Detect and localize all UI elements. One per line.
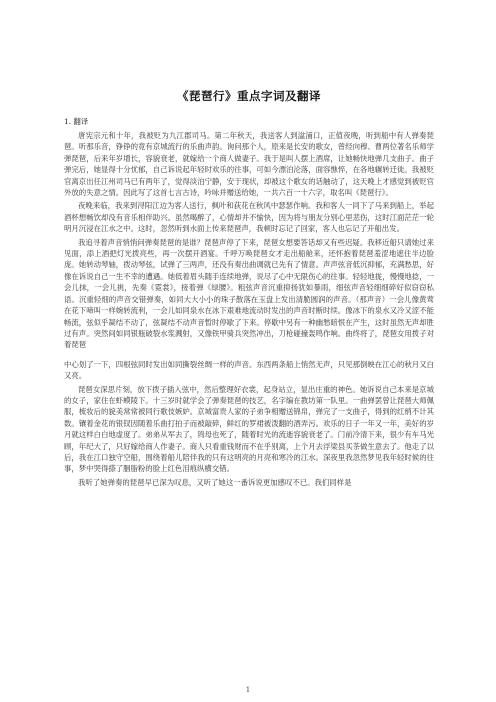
paragraph-ending: 中心划了一下，四根弦同时发出如同撕裂丝绸一样的声音。东西两条船上悄然无声，只见那倒映在江心的秋月又白又亮。	[64, 359, 434, 381]
paragraph-sigh: 我听了她弹奏的琵琶早已深为叹息，又听了她这一番诉说更加感叹不已。我们同样是	[78, 477, 352, 487]
paragraph-story: 琵琶女深思片刻，放下拨子插入弦中，然后整理好衣裳，起身站立，显出庄重的神色。她诉说自己本来是京城的女子，家住在虾蟆陵下。十三岁时就学会了弹奏琵琶的技艺，名字编在教坊第一队里。一曲弹罢曾让琵琶大师佩服，梳妆后的貌美常常被同行歌伎嫉妒。京城富贵人家的子弟争相赠送锦帛，弹完了一支曲子，得到的红绡不计其数。镶着金花的银钗因随着乐曲打拍子而被敲碎，鲜红的罗裙被泼翻的酒弄污。欢乐的日子一年又一年，美好的岁月就这样白白地虚度了。弟弟从军去了，鸨母也死了，随着时光的流逝容貌衰老了。门前冷清下来，很少有车马光顾，年纪大了，只好嫁给商人作妻子。商人只看重钱财而不在乎别离，上个月去浮梁县买茶做生意去了。他走了以后，我在江口独守空船，围绕着船儿陪伴我的只有这明亮的月亮和寒冷的江水。深夜里我忽然梦见我年轻时候的往事，梦中哭得搽了胭脂粉的脸上红色泪痕纵横交错。	[64, 384, 434, 474]
paragraph-farewell: 夜晚来临，我来到浔阳江边为客人送行，枫叶和荻花在秋风中瑟瑟作响。我和客人一同下了马来到船上，举起酒杯想畅饮却没有音乐相伴助兴。虽然喝醉了，心情却并不愉快，因为将与朋友分别心里悲伤，这时江面茫茫一轮明月沉浸在江水之中。这时，忽然听到水面上传来琵琶声，我顿时忘记了回家，客人也忘记了开船出发。	[64, 201, 434, 234]
page-title: 《琵琶行》重点字词及翻译	[177, 89, 321, 103]
paragraph-preface: 唐宪宗元和十年，我被贬为九江郡司马。第二年秋天，我送客人到湓浦口，正值夜晚，听到船中有人弹奏琵琶。听那乐音，铮铮的竟有京城流行的乐曲声韵。询问那个人，原来是长安的歌女，曾经向穆、曹两位著名乐师学弹琵琶，后来年岁增长，容貌衰老，就嫁给一个商人做妻子。我于是叫人摆上酒席，让她畅快地弹几支曲子。曲子弹完后，她显得十分忧郁，自己诉说起年轻时欢乐的往事，可如今漂泊沦落，面容憔悴，在各地辗转迁徙。我被贬官离京出任江州司马已有两年了，觉得淡泊宁静，安于现状，却被这个歌女的话触动了，这天晚上才感觉到被贬官外放的失意之情。因此写了这首七言古诗，吟咏并赠送给她，一共六百一十六字，取名叫《琵琶行》。	[64, 131, 434, 198]
section-heading: 1. 翻译	[64, 117, 89, 126]
page-number: 1	[245, 686, 251, 694]
paragraph-performance: 我追寻着声音悄悄问弹奏琵琶的是谁？琵琶声停了下来，琵琶女想要答话却又有些迟疑。我移近船只请她过来见面，添上酒把灯光拨亮些，再一次摆开酒宴。千呼万唤琵琶女才走出船舱来，还怀抱着琵琶羞涩地遮住半边脸庞。她转动琴轴，拨动琴弦，试弹了三两声，还没有奏出曲调就已先有了情意。声声弦音低沉抑郁，充满愁思，好像在诉说自己一生不幸的遭遇。她低着眉头随手连续地弹，说尽了心中无限伤心的往事。轻轻地拢，慢慢地捻，一会儿抹，一会儿挑，先奏《霓裳》，接着弹《绿腰》。粗弦声音沉重抑扬犹如暴雨，细弦声音轻细细碎好似窃窃私语。沉重轻细的声音交错弹奏，如同大大小小的珠子散落在玉盘上发出清脆圆润的声音。（那声音）一会儿像黄莺在花下啼叫一样婉转流利，一会儿如同泉水在冰下艰难地流动时发出的声音时断时续。像冰下的泉水又冷又涩不能畅流，弦似乎凝结不动了，弦凝结不动声音暂时停歇了下来。停歇中另有一种幽愁暗恨在产生，这时虽然无声却胜过有声。突然间如同银瓶破裂水浆溅射，又像铁甲骑兵突然冲出，刀枪碰撞轰鸣作响。曲终将了，琵琶女用拨子对着琵琶	[64, 237, 434, 350]
